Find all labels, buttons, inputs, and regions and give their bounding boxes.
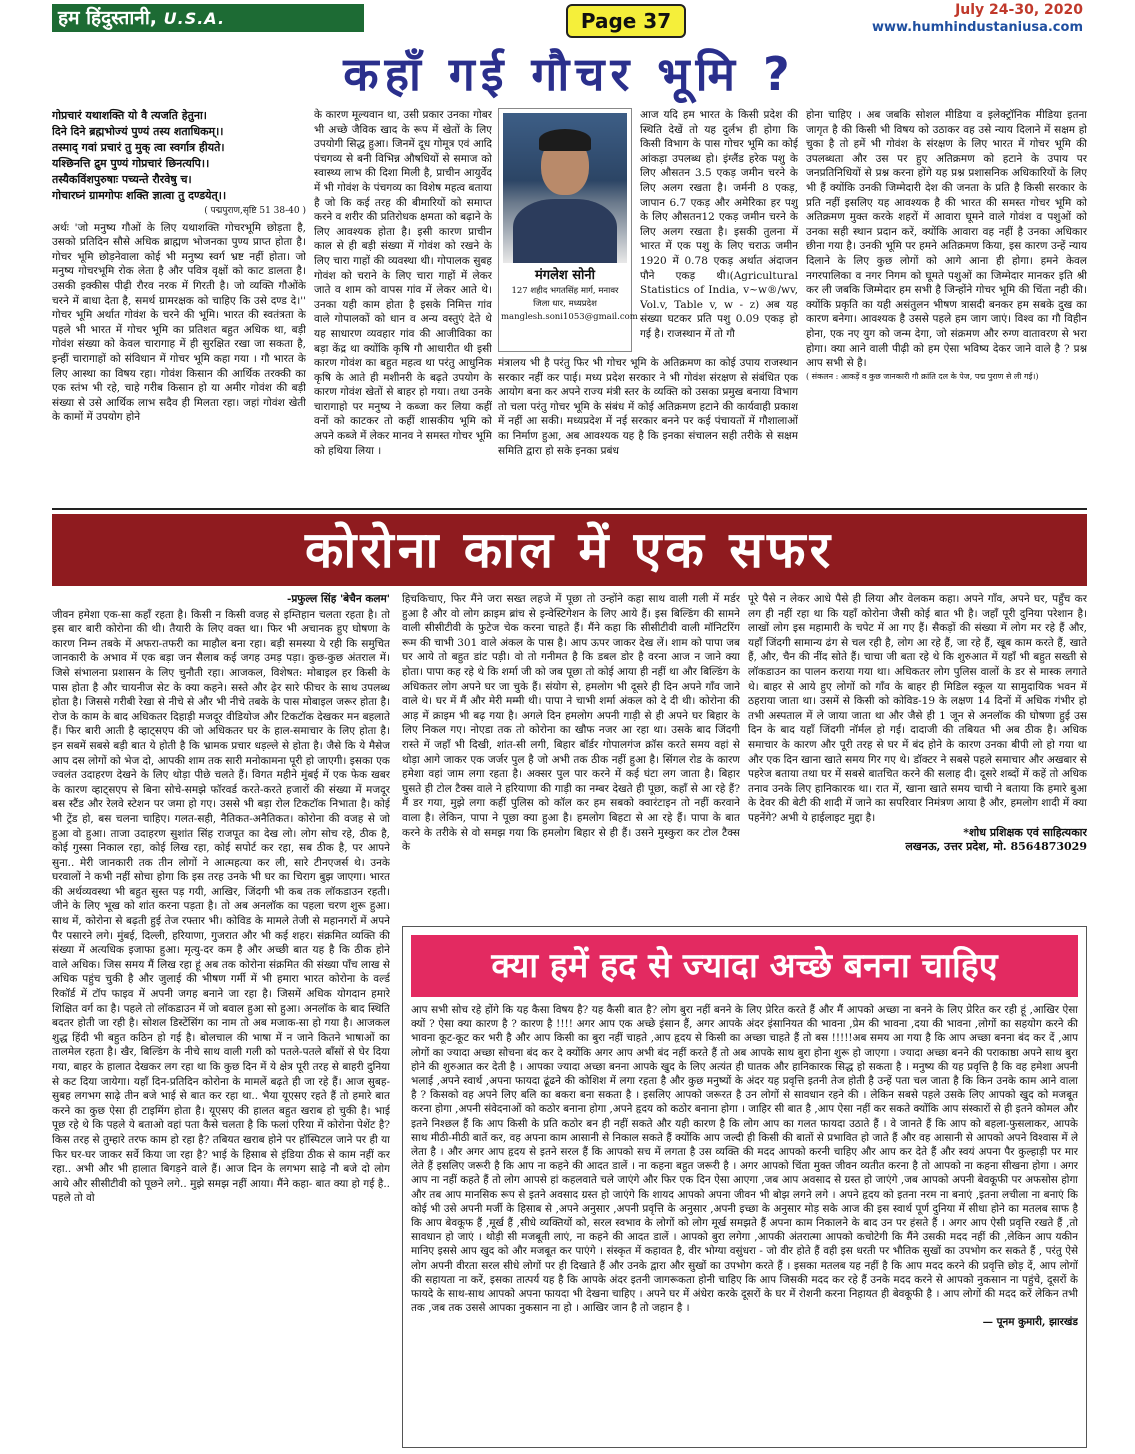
paper-nameplate [52, 4, 364, 32]
author-email[interactable]: manglesh.soni1053@gmail.com [501, 312, 638, 322]
article1-column-3-upper [640, 108, 798, 354]
article1-headline: कहाँ गई गौचर भूमि ? [343, 47, 796, 101]
article1-text: के कारण मूल्यवान था, उसी प्रकार उनका गोबर भी अच्छे जैविक खाद के रूप में खेतों के लिए उपयोगी सिद्ध हुआ। जिनमें दूध गोमूत्र एवं आदि पंचगव्य से बनी विभिन्न औषधियों से समाज को स्वास्थ्य लाभ की दिशा मिली है, प्राचीन आयुर्वेद में भी गोवंश के पंचगव्य का विशेष महत्व बताया है जो कि कई तरह की बीमारियों को समाप्त करने व शरीर की प्रतिरोधक क्षमता को बढ़ाने के लिए आवश्यक होता है। इसी कारण प्राचीन काल से ही बड़ी संख्या में गोवंश को रखने के लिए चारा गाहों की व्यवस्था थी। गोपालक सुबह गोवंश को चराने के लिए चारा गाहों में लेकर जाते व शाम को वापस गांव में लेकर आते थे। उनका यही काम होता है इसके निमित्त गांव वाले गोपालकों को धान व अन्य वस्तुएं देते थे यह साधारण व्यवहार गांव की आजीविका का बड़ा केंद्र था क्योंकि कृषि गौ आधारीत थी इसी कारण गोवंश का बहुत महत्व था परंतु आधुनिक कृषि के आते ही मशीनरी के बढ़ते उपयोग के कारण गोवंश खेतों से बाहर हो गया। तथा उनके चारागाहो पर मनुष्य ने कब्जा कर लिया कहीं वनों को काटकर तो कहीं शासकीय भूमि को अपने कब्जे में लेकर मानव ने समस्त गोचर भूमि को हथिया लिया । [314, 109, 492, 457]
page-number-badge: Page 37 [566, 4, 686, 38]
article2-column-1 [52, 592, 390, 1448]
compilation-note: ( संकलन : आकड़ें व कुछ जानकारी गौ क्रांति दल के पेज, पद्म पुराण से ली गई।) [806, 371, 1039, 381]
shloka-line: तस्यैकविंशपुरुषाः पच्यन्ते रौरवेषु च। [52, 173, 192, 186]
article1-text: मंत्रालय भी है परंतु फिर भी गोचर भूमि के अतिक्रमण का कोई उपाय राजस्थान सरकार नहीं कर पाई। मध्य प्रदेश सरकार ने भी गोवंश संरक्षण से संबंधित एक आयोग बना कर अपने राज्य मंत्री स्तर के व्यक्ति को उसका प्रमुख बनाया विभाग तो चला परंतु गोचर भूमि के संबंध में कोई अतिक्रमण हटाने की कार्यवाही प्रकाश में नहीं आ सकी। मध्यप्रदेश में नई सरकार बनने पर कई पंचायतों में गौशालाओं का निर्माण हुआ, अब आवश्यक यह है कि इनका संचालन सही तरीके से सक्षम समिति द्वारा हो सके इनका प्रबंध [498, 357, 798, 457]
author-card [498, 108, 638, 352]
author-address: 127 शहीद भगतसिंह मार्ग, मनावर जिला धार, मध्यप्रदेश manglesh.soni1053@gmail.com [501, 286, 638, 322]
article2-column-3 [748, 592, 1087, 922]
article3-headline: क्या हमें हद से ज्यादा अच्छे बनना चाहिए [411, 935, 1078, 997]
article2-text: हिचकिचाए, फिर मैंने जरा सख्त लहजे में पूछा तो उन्होंने कहा साथ वाली गली में मर्डर हुआ है और वो लोग क्राइम ब्रांच से इन्वेस्टिगेशन के लिए आये हैं। इस बिल्डिंग की सामने वाली सीसीटीवी के फुटेज चेक करना चाहते हैं। मैंने कहा कि सीसीटीवी वाली मॉनिटरिंग रूम की चाभी 301 वाले अंकल के पास है। आप ऊपर जाकर देख लें। शाम को पापा जब घर आये तो बहुत डांट पड़ी। वो तो गनीमत है कि डबल डोर है वरना आज न जाने क्या होता। पापा कह रहे थे कि शर्मा जी को जब पूछा तो कोई आया ही नहीं था और बिल्डिंग के अधिकतर लोग अपने घर जा चुके हैं। संयोग से, हमलोग भी दूसरे ही दिन अपने गाँव जाने वाले थे। घर में मैं और मेरी मम्मी थी। पापा ने चाभी शर्मा अंकल को दे दी थी। कोरोना की आड़ में क्राइम भी बढ़ गया है। अगले दिन हमलोग अपनी गाड़ी से ही अपने घर बिहार के लिए निकल गए। नोएडा तक तो कोरोना का खौफ नजर आ रहा था। उसके बाद जिंदगी रास्ते में जहाँ भी दिखी, शांत-सी लगी, बिहार बॉर्डर गोपालगंज क्रॉस करते समय वहां से थोड़ा आगे जाकर एक जर्जर पुल है जो अभी तक ठीक नहीं हुआ है। सिंगल रोड के कारण हमेशा वहां जाम लगा रहता है। अक्सर पुल पार करने में कई घंटा लग जाता है। बिहार घुसते ही टोल टैक्स वाले ने हरियाणा की गाड़ी का नम्बर देखते ही पूछा, कहाँ से आ रहे हैं? मैं डर गया, मुझे लगा कहीं पुलिस को कॉल कर हम सबको क्वारंटाइन तो नहीं करवाने वाला है। लेकिन, पापा ने पूछा क्या हुआ है। हमलोग बिहटा से आ रहे हैं। पापा के बात करने के तरीके से वो समझ गया कि हमलोग बिहार से ही हैं। उसने मुस्कुरा कर टोल टैक्स के [402, 593, 740, 854]
article3-author: — पूनम कुमारी, झारखंड [982, 1316, 1078, 1329]
article2-signoff: *शोध प्रशिक्षक एवं साहित्यकार [963, 825, 1087, 839]
article1-column-3-lower [498, 356, 798, 504]
shloka-block [52, 108, 306, 204]
article1-text: आज यदि हम भारत के किसी प्रदेश की स्थिति देखें तो यह दुर्लभ ही होगा कि किसी विभाग के पास गोचर भूमि का कोई आंकड़ा उपलब्ध हो। इंग्लैंड हरेक पशु के लिए औसतन 3.5 एकड़ जमीन चरने के लिए अलग रखता है। जर्मनी 8 एकड़, जापान 6.7 एकड़ और अमेरिका हर पशु के लिए औसतन12 एकड़ जमीन चरने के लिए अलग रखता है। इसकी तुलना में भारत में एक पशु के लिए चराऊ जमीन 1920 में 0.78 एकड़ अर्थात अंदाजन पौने एकड़ थी।(Agricultural Statistics of India, v~w®/wv, Vol.v, Table v, w - z) अब यह संख्या घटकर प्रति पशु 0.09 एकड़ हो गई है। राजस्थान में तो गौ [640, 109, 798, 340]
article2-byline: -प्रफुल्ल सिंह 'बेचैन कलम' [286, 593, 390, 605]
article1-text: होना चाहिए । अब जबकि सोशल मीडिया व इलेक्ट्रॉनिक मीडिया इतना जागृत है की किसी भी विषय को उठाकर वह उसे न्याय दिलाने में सक्षम हो चुका है तो हमें भी गोवंश के संरक्षण के लिए भारत में गोचर भूमि की उपलब्धता और उस पर हुए अतिक्रमण को हटाने के उपाय पर जनप्रतिनिधियों से प्रश्न करना होंगे यह प्रश्न प्रशासनिक अधिकारियों के लिए भी हैं क्योंकि उनकी जिम्मेदारी देश की जनता के प्रति है किसी सरकार के प्रति नहीं इसलिए यह आवश्यक है की भारत की समस्त गोचर भूमि को अतिक्रमण मुक्त करके शहरों में आवारा घूमने वाले गोवंश व पशुओं को उनका सही स्थान प्रदान करें, क्योंकि आवारा वह नहीं है उनका अधिकार छीना गया है। उनकी भूमि पर हमने अतिक्रमण किया, इस कारण उन्हें न्याय दिलाने के लिए कुछ लोगों को आगे आना ही होगा। हमने केवल नगरपालिका व नगर निगम को घूमते पशुओं का जिम्मेदार मानकर इति श्री कर ली जबकि जिम्मेदार हम सभी है जिन्होंने गोचर भूमि की चिंता नही की। क्योंकि प्रकृति का यही असंतुलन भीषण त्रासदी बनकर हम सबके दुख का कारण बनेगा। आवश्यक है उससे पहले हम जाग जाएं। विश्व का गौ विहीन होना, एक नए युग को जन्म देगा, जो संक्रमण और रुग्ण वातावरण से भरा होगा। क्या आने वाली पीढ़ी को हम ऐसा भविष्य देकर जाने वाले है ? प्रश्न आप सभी से है। [806, 109, 1087, 370]
section-divider [52, 508, 1087, 510]
shloka-line: गोचारघ्नं ग्रामगोपः शक्ति ज्ञात्वा तु दण्डयेत्।। [52, 189, 227, 202]
website-link[interactable]: www.humhindustaniusa.com [871, 20, 1083, 35]
shloka-source: ( पद्मपुराण,सृष्टि 51 38-40 ) [204, 206, 306, 216]
shloka-line: यश्छिनत्ति द्रुम पुण्यं गोप्रचारं छिनत्यपि।। [52, 157, 210, 170]
article3-body [411, 1003, 1078, 1443]
shloka-line: गोप्रचारं यथाशक्ति यो वै त्यजति हेतुना। [52, 109, 207, 122]
article1-column-1 [52, 108, 306, 504]
article3-box [402, 926, 1087, 1448]
article2-text: जीवन हमेशा एक-सा कहाँ रहता है। किसी न किसी वजह से इम्तिहान चलता रहता है। तो इस बार बारी कोरोना की थी। तैयारी के लिए वक्त था। फिर भी अचानक हुए घोषणा के कारण निम्न तबके में अफरा-तफरी का माहौल बना रहा। बड़ी समस्या ये रही कि समुचित जानकारी के अभाव में एक बड़ा जन सैलाब कई जगह उमड़ पड़ा। कुछ-कुछ अंतराल में। जिसे संभालना प्रशासन के लिए चुनौती रहा। आजकल, विशेषत: मोबाइल हर किसी के पास होता है और चायनीज सेट के क्या कहने। सस्ते और ढ़ेर सारे फीचर के साथ उपलब्ध होता है। जिससे गरीबी रेखा से नीचे से और भी नीचे तबके के पास मोबाइल जरूर होता है। रोज के काम के बाद अधिकतर दिहाड़ी मजदूर वीडियोज और टिकटॉक देखकर मन बहलाते हैं। फिर बारी आती है व्हाट्सएप की जो अधिकतर घर के हाल-समाचार के लिए होता है। इन सबमें सबसे बड़ी बात ये होती है कि भ्रामक प्रचार धड़ल्ले से होता है। जैसे कि ये मैसेज आप दस लोगों को भेज दो, आपकी शाम तक सारी मनोकामना पूरी हो जाएगी। इसका एक ज्वलंत उदाहरण देखने के लिए थोड़ा पीछे चलते हैं। विगत महीने मुंबई में एक फेक खबर के कारण व्हाट्सएप से बिना सोचे-समझे फॉरवर्ड करते-करते हजारों की संख्या में मजदूर बस स्टैंड और रेलवे स्टेशन पर जमा हो गए। उससे भी बड़ा रोल टिकटॉक निभाता है। कोई भी ट्रेंड हो, बस चलना चाहिए। गलत-सही, नैतिकत-अनैतिकत। कोरोना की वजह से जो हुआ वो हुआ। ताजा उदाहरण सुशांत सिंह राजपूत का देख लो। लोग सोच रहे, ठीक है, कोई गुस्सा निकाल रहा, कोई लिख रहा, कोई सपोर्ट कर रहा, सब ठीक है, पर आपने सुना.. मेरी जानकारी तक तीन लोगों ने आत्महत्या कर ली, सारे टीनएजर्स थे। उनके घरवालों ने कभी नहीं सोचा होगा कि इस तरह उनके भी घर का चिराग बुझ जाएगा। भारत की अर्थव्यवस्था भी बहुत सुस्त पड़ गयी, आखिर, जिंदगी भी कब तक लॉकडाउन रहती। जीने के लिए भूख को शांत करना पड़ता है। तो अब अनलॉक का पहला चरण शुरू हुआ। साथ में, कोरोना से बढ़ती हुई तेज रफ्तार भी। कोविड के मामले तेजी से महानगरों में अपने पैर पसारने लगे। मुंबई, दिल्ली, हरियाणा, गुजरात और भी कई शहर। संक्रमित व्यक्ति की संख्या में अत्यधिक इजाफा हुआ। मृत्यु-दर कम है और अच्छी बात यह है कि ठीक होने वाले अधिक। जिस समय मैं लिख रहा हूं अब तक कोरोना संक्रमित की संख्या पाँच लाख से अधिक पहुंच चुकी है और जुलाई की भीषण गर्मी में भी हमारा भारत कोरोना के वर्ल्ड रिकॉर्ड में टॉप फाइव में अपनी जगह बनाने जा रहा है। जिसमें अधिक योगदान हमारे शिक्षित वर्ग का है। पहले तो लॉकडाउन में जो बवाल हुआ सो हुआ। अनलॉक के बाद स्थिति बदतर होती जा रही है। सोशल डिस्टेंसिंग का नाम तो अब मजाक-सा हो गया है। आजकल शुद्ध हिंदी भी बहुत कठिन हो गई है। बोलचाल की भाषा में न जाने कितने भाषाओं का तालमेल रहता है। खैर, बिल्डिंग के नीचे साथ वाली गली को पतले-पतले बाँसों से घेर दिया गया, बाहर के हालात देखकर लग रहा था कि कुछ दिन में ये क्षेत्र पूरी तरह से बाहरी दुनिया से कट दिया जायेगा। यहाँ दिन-प्रतिदिन कोरोना के मामलें बढ़ते ही जा रहे हैं। आज सुबह-सुबह लगभग साढ़े तीन बजे भाई से बात कर रहा था.. भैया यूएसए रहते हैं तो हमारे बात करने का कुछ ऐसा ही टाइमिंग होता है। यूएसए की हालत बहुत खराब हो चुकी है। भाई पूछ रहे थे कि पहले ये बताओ वहां पता कैसे चलता है कि फलां एरिया में कोरोना पेशेंट है? किस तरह से तुम्हारे तरफ काम हो रहा है? तबियत खराब होने पर हॉस्पिटल जाने पर ही या फिर घर-घर जाकर सर्वे किया जा रहा है? भाई के हिसाब से इंडिया ठीक से काम नहीं कर रहा.. अभी और भी हालात बिगड़ने वाले हैं। आज दिन के लगभग साढ़े नौ बजे दो लोग आये और सीसीटीवी को पूछने लगे.. मुझे समझ नहीं आया। मैंने कहा- बात क्या हो गई है.. पहले तो वो [52, 608, 390, 1205]
article3-text: आप सभी सोच रहे होंगे कि यह कैसा विषय है? यह कैसी बात है? लोग बुरा नहीं बनने के लिए प्रेरित करते हैं और मैं आपको अच्छा ना बनने के लिए प्रेरित कर रही हूं ,आखिर ऐसा क्यों ? ऐसा क्या कारण है ? कारण है !!!! अगर आप एक अच्छे इंसान हैं, अगर आपके अंदर इंसानियत की भावना ,प्रेम की भावना ,दया की भावना ,लोगों का सहयोग करने की भावना कूट-कूट कर भरी है और आप किसी का बुरा नहीं चाहते ,आप हृदय से किसी का अच्छा चाहते हैं तो बस !!!!!अब समय आ गया है कि आप अच्छा बनना बंद कर दें ,आप लोगों का ज्यादा अच्छा सोचना बंद कर दे क्योंकि अगर आप अभी बंद नहीं करते हैं तो अब आपके साथ बुरा होना शुरू हो जाएगा । ज्यादा अच्छा बनने की पराकाष्ठा अपने साथ बुरा होने की शुरुआत कर देती है । आपका ज्यादा अच्छा बनना आपके खुद के लिए अत्यंत ही घातक और हानिकारक सिद्ध हो सकता है । मनुष्य की यह प्रवृत्ति है कि वह हमेशा अपनी भलाई ,अपने स्वार्थ ,अपना फायदा ढूंढने की कोशिश में लगा रहता है और कुछ मनुष्यों के अंदर यह प्रवृत्ति इतनी तेज होती है उन्हें पता चल जाता है कि किन उनके काम आने वाला है ? किसको वह अपने लिए बलि का बकरा बना सकता है । इसलिए आपको जरूरत है उन लोगों से सावधान रहने की । लेकिन सबसे पहले उसके लिए आपको खुद को मजबूत करना होगा ,अपनी संवेदनाओं को कठोर बनाना होगा ,अपने हृदय को कठोर बनाना होगा । जाहिर सी बात है ,आप ऐसा नहीं कर सकते क्योंकि आप संस्कारों से ही इतने कोमल और इतने निश्छल हैं कि आप किसी के प्रति कठोर बन ही नहीं सकते और यही कारण है कि लोग आप का गलत फायदा उठाते हैं । वे जानते हैं कि आप को बहला-फुसलाकर, आपके साथ मीठी-मीठी बातें कर, वह अपना काम आसानी से निकाल सकते हैं क्योंकि आप जल्दी ही किसी की बातों से प्रभावित हो जाते हैं और वह आसानी से आपको अपने विश्वास में ले लेता है । और अगर आप हृदय से इतने सरल हैं कि आपको सच में लगता है उस व्यक्ति की मदद आपको करनी चाहिए और आप कर देते हैं और स्वयं अपना पैर कुल्हाड़ी पर मार लेते हैं इसलिए जरूरी है कि आप ना कहने की आदत डालें । ना कहना बहुत जरूरी है । अगर आपको चिंता मुक्त जीवन व्यतीत करना है तो आपको ना कहना सीखना होगा । अगर आप ना नहीं कहते हैं तो लोग आपसे हां कहलवाते चले जाएंगे और फिर एक दिन ऐसा आएगा ,जब आप अवसाद से ग्रस्त हो जाएंगे ,जब आपको अपनी बेवकूफी पर अफसोस होगा और तब आप मानसिक रूप से इतने अवसाद ग्रस्त हो जाएंगे कि शायद आपको अपना जीवन भी बोझ लगने लगे । अपने हृदय को इतना नरम ना बनाएं ,इतना लचीला ना बनाएं कि कोई भी उसे अपनी मर्जी के हिसाब से ,अपने अनुसार ,अपनी प्रवृत्ति के अनुसार ,अपनी इच्छा के अनुसार मोड़ सके आज की इस स्वार्थ पूर्ण दुनिया में सीधा होने का मतलब साफ है कि आप बेवकूफ हैं ,मूर्ख हैं ,सीधे व्यक्तियों को, सरल स्वभाव के लोगों को लोग मूर्ख समझते हैं अपना काम निकालने के बाद उन पर हंसते हैं । अगर आप ऐसी प्रवृत्ति रखते हैं ,तो सावधान हो जाएं । थोड़ी सी मजबूती लाएं, ना कहने की आदत डालें । आपको बुरा लगेगा ,आपकी अंतरात्मा आपको कचोटेगी कि मैंने उसकी मदद नहीं की ,लेकिन आप यकीन मानिए इससे आप खुद को और मजबूत कर पाएंगे । संस्कृत में कहावत है, वीर भोग्या वसुंधरा - जो वीर होते हैं वही इस धरती पर भौतिक सुखों का उपभोग कर सकते हैं , परंतु ऐसे लोग अपनी वीरता सरल सीधे लोगों पर ही दिखाते हैं और उनके द्वारा और सुखों का उपभोग करते हैं । इसका मतलब यह नहीं है कि आप मदद करने की प्रवृत्ति छोड़ दें, आप लोगों की सहायता ना करें, इसका तात्पर्य यह है कि आपके अंदर इतनी जागरूकता होनी चाहिए कि आप जिसकी मदद कर रहे हैं उनके मदद करने से आपको नुकसान ना पहुंचे, दूसरों के फायदे के साथ-साथ आपको अपना फायदा भी देखना चाहिए । अपने घर में अंधेरा करके दूसरों के घर में रोशनी करना निहायत ही बेवकूफी है । आप लोगों की मदद करें लेकिन तभी तक ,जब तक उससे आपका नुकसान ना हो । आखिर जान है तो जहान है । [411, 1004, 1078, 1315]
issue-date: July 24-30, 2020 [955, 2, 1083, 18]
author-name: मंगलेश सोनी [534, 268, 595, 283]
article2-location: लखनऊ, उत्तर प्रदेश, मो. 8564873029 [905, 840, 1087, 854]
article1-column-4 [806, 108, 1087, 504]
article2-column-2 [402, 592, 740, 922]
paper-name: हम हिंदुस्तानी, [58, 7, 157, 29]
shloka-line: तस्माद् गवां प्रचारं तु मुक् त्वा स्वर्गात्र हीयते। [52, 141, 225, 154]
article1-text: अर्थः 'जो मनुष्य गौओं के लिए यथाशक्ति गोचरभूमि छोड़ता है, उसको प्रतिदिन सौसे अधिक ब्राह्मण भोजनका पुण्य प्राप्त होता है। गोचर भूमि छोड़नेवाला कोई भी मनुष्य स्वर्ग भ्रष्ट नहीं होता। जो मनुष्य गोचरभूमि रोक लेता है और पवित्र वृक्षों को काट डालता है। उसकी इक्कीस पीढ़ी रौरव नरक में गिरती है। जो व्यक्ति गौओंके चरने में बाधा देता है, समर्थ ग्रामरक्षक को चाहिए कि उसे दण्ड दे।'' गोचर भूमि अर्थात गोवंश के चरने की भूमि। भारत की स्वतंत्रता के पहले भी भारत में गोचर भूमि का प्रतिशत बहुत अधिक था, बड़ी गोवंश संख्या को केवल चारागाह में ही सुरक्षित रखा जा सकता है, इन्हीं चारागाहों को संविधान में गोचर भूमि कहा गया । गौ भारत के लिए आस्था का विषय रहा। गोवंश किसान की आर्थिक तरक्की का एक स्तंभ भी रहे, चाहे गरीब किसान हो या अमीर गोवंश की बड़ी संख्या से उसे आर्थिक लाभ सदैव ही मिलता रहा। जहां गोवंश खेती के कामों में उपयोग होने [52, 221, 306, 424]
article2-headline: कोरोना काल में एक सफर [52, 514, 1087, 586]
shloka-line: दिने दिने ब्रह्मभोज्यं पुण्यं तस्य शताधिकम्।। [52, 125, 224, 138]
masthead [0, 0, 1135, 44]
author-photo [503, 113, 627, 263]
paper-region: U.S.A. [163, 9, 226, 28]
article1-column-2 [314, 108, 492, 504]
article2-text: पूरे पैसे न लेकर आधे पैसे ही लिया और वेलकम कहा। अपने गाँव, अपने घर, पहुँच कर लग ही नहीं रहा था कि यहाँ कोरोना जैसी कोई बात भी है। जहाँ पूरी दुनिया परेशान है। लाखों लोग इस महामारी के चपेट में आ गए हैं। सैकड़ों की संख्या में लोग मर रहे हैं और, यहाँ जिंदगी सामान्य ढंग से चल रही है, लोग आ रहे हैं, जा रहे हैं, खूब काम करते हैं, खाते हैं, और, चैन की नींद सोते हैं। चाचा जी बता रहे थे कि शुरुआत में यहाँ भी बहुत सख्ती से लॉकडाउन का पालन कराया गया था। अधिकतर लोग पुलिस वालों के डर से मास्क लगाते थे। बाहर से आये हुए लोगों को गाँव के बाहर ही मिडिल स्कूल या सामुदायिक भवन में ठहराया जाता था। उसमें से किसी को कोविड-19 के लक्षण 14 दिनों में अधिक गंभीर हो तभी अस्पताल में ले जाया जाता था और जैसे ही 1 जून से अनलॉक की घोषणा हुई उस दिन के बाद यहाँ जिंदगी नॉर्मल हो गई। दादाजी की तबियत भी अब ठीक है। अधिक समाचार के कारण और पूरी तरह से घर में बंद होने के कारण उनका बीपी लो हो गया था और एक दिन खाना खाते समय गिर गए थे। डॉक्टर ने सबसे पहले समाचार और अखबार से पहरेज बताया तथा घर में सबसे बातचित करने की सलाह दी। दूसरे शब्दों में कहें तो अधिक तनाव उनके लिए हानिकारक था। रात में, खाना खाते समय चाची ने बताया कि हमारे बुआ के देवर की बेटी की शादी में जाने का सपरिवार निमंत्रण आया है और, हमलोग शादी में क्या पहनेंगे? अभी ये हाईलाइट मुद्दा है। [748, 593, 1087, 824]
